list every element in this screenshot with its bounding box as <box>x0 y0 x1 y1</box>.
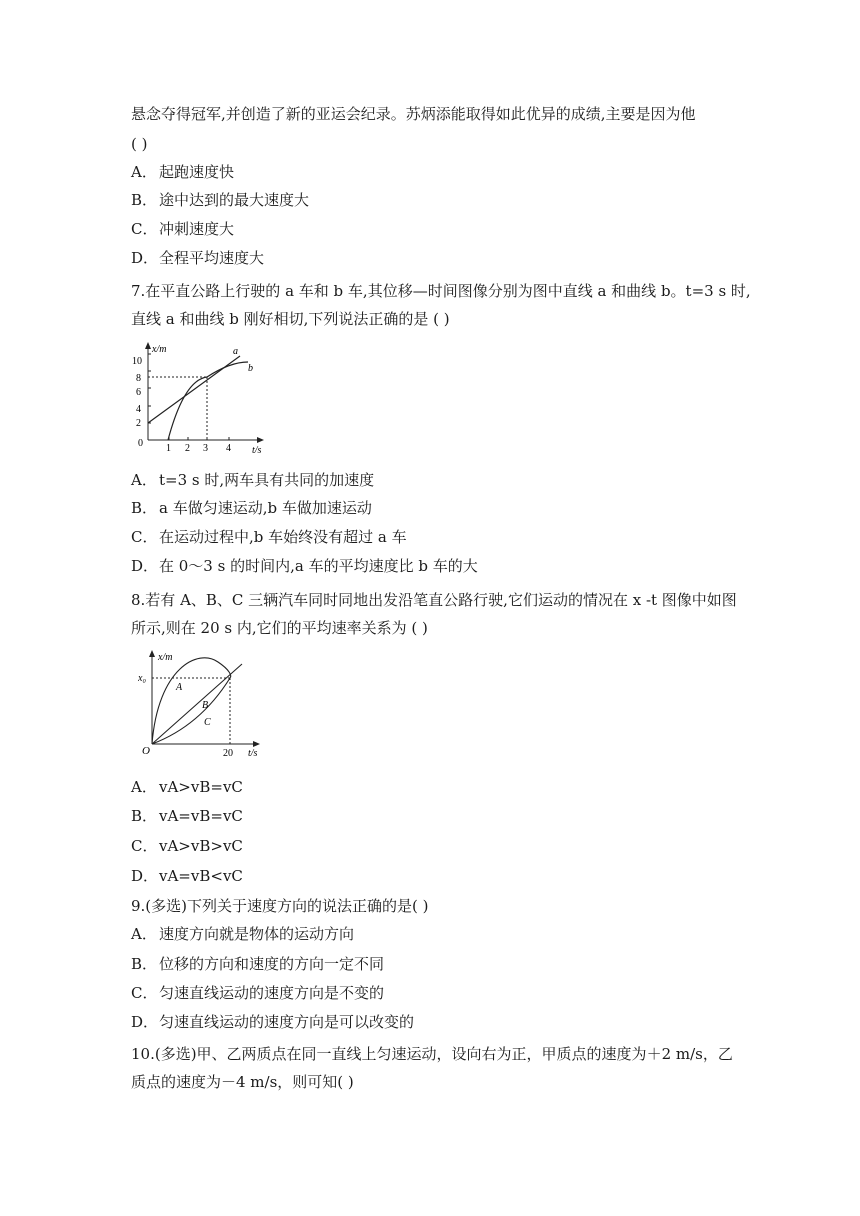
q8-xt-graph <box>138 648 268 760</box>
q7-label-a: a <box>233 346 238 357</box>
q9-option-a: A． 速度方向就是物体的运动方向 <box>131 925 355 943</box>
q8-stem-line1: 8.若有 A、B、C 三辆汽车同时同地出发沿笔直公路行驶,它们运动的情况在 x -t 图像中如图 <box>131 591 737 609</box>
q7-xtick: 3 <box>203 443 208 454</box>
q8-label-b: B <box>202 700 209 711</box>
q7-origin: 0 <box>138 438 143 449</box>
q8-label-c: C <box>204 717 211 728</box>
q7-line-a <box>148 356 240 423</box>
q7-ytick: 4 <box>136 404 141 415</box>
q8-x0-label: x₀ <box>138 673 146 684</box>
q6-option-c: C． 冲刺速度大 <box>131 220 235 238</box>
q7-xlabel: t/s <box>252 445 262 456</box>
q7-xt-graph <box>132 340 272 458</box>
q7-stem-line2: 直线 a 和曲线 b 刚好相切,下列说法正确的是 ( ) <box>131 310 450 328</box>
q8-option-b: B． vA=vB=vC <box>131 807 243 825</box>
q8-xlabel: t/s <box>248 748 258 759</box>
q8-label-a: A <box>176 682 183 693</box>
q10-stem-line2: 质点的速度为－4 m/s，则可知( ) <box>131 1073 354 1091</box>
q8-curve-a <box>152 658 231 744</box>
q8-option-a: A． vA>vB=vC <box>131 778 243 796</box>
q7-option-d: D．在 0～3 s 的时间内,a 车的平均速度比 b 车的大 <box>131 557 478 575</box>
q7-ytick: 8 <box>136 373 141 384</box>
q7-label-b: b <box>248 363 253 374</box>
q7-ytick: 10 <box>132 356 142 367</box>
q7-ytick: 2 <box>136 418 141 429</box>
q9-stem: 9.(多选)下列关于速度方向的说法正确的是( ) <box>131 897 429 915</box>
q7-ylabel: x/m <box>152 344 167 355</box>
q8-option-d: D．vA=vB<vC <box>131 867 243 885</box>
q7-xtick: 4 <box>226 443 231 454</box>
q6-stem-line1: 悬念夺得冠军,并创造了新的亚运会纪录。苏炳添能取得如此优异的成绩,主要是因为他 <box>131 105 696 123</box>
q6-option-b: B． 途中达到的最大速度大 <box>131 191 310 209</box>
q7-stem-line1: 7.在平直公路上行驶的 a 车和 b 车,其位移—时间图像分别为图中直线 a 和曲线 b。t=3 s 时, <box>131 282 751 300</box>
q7-option-a: A． t=3 s 时,两车具有共同的加速度 <box>131 471 375 489</box>
q7-option-c: C． 在运动过程中,b 车始终没有超过 a 车 <box>131 528 407 546</box>
q8-option-c: C． vA>vB>vC <box>131 837 243 855</box>
q6-option-a: A． 起跑速度快 <box>131 163 235 181</box>
q9-option-c: C． 匀速直线运动的速度方向是不变的 <box>131 984 385 1002</box>
q7-xtick: 1 <box>166 443 171 454</box>
q8-line-b <box>152 664 242 744</box>
q7-curve-b <box>168 362 248 440</box>
q8-origin: O <box>142 745 150 757</box>
q9-option-b: B． 位移的方向和速度的方向一定不同 <box>131 955 385 973</box>
q7-xtick: 2 <box>185 443 190 454</box>
q10-stem-line1: 10.(多选)甲、乙两质点在同一直线上匀速运动，设向右为正，甲质点的速度为＋2 m/s，乙 <box>131 1045 733 1063</box>
q8-ylabel: x/m <box>158 652 173 663</box>
q9-option-d: D．匀速直线运动的速度方向是可以改变的 <box>131 1013 415 1031</box>
q6-stem-line2: ( ) <box>131 135 148 153</box>
q7-ytick: 6 <box>136 387 141 398</box>
q6-option-d: D．全程平均速度大 <box>131 249 265 267</box>
q7-option-b: B． a 车做匀速运动,b 车做加速运动 <box>131 499 372 517</box>
q8-stem-line2: 所示,则在 20 s 内,它们的平均速率关系为 ( ) <box>131 619 428 637</box>
q8-xtick-20: 20 <box>223 748 233 759</box>
